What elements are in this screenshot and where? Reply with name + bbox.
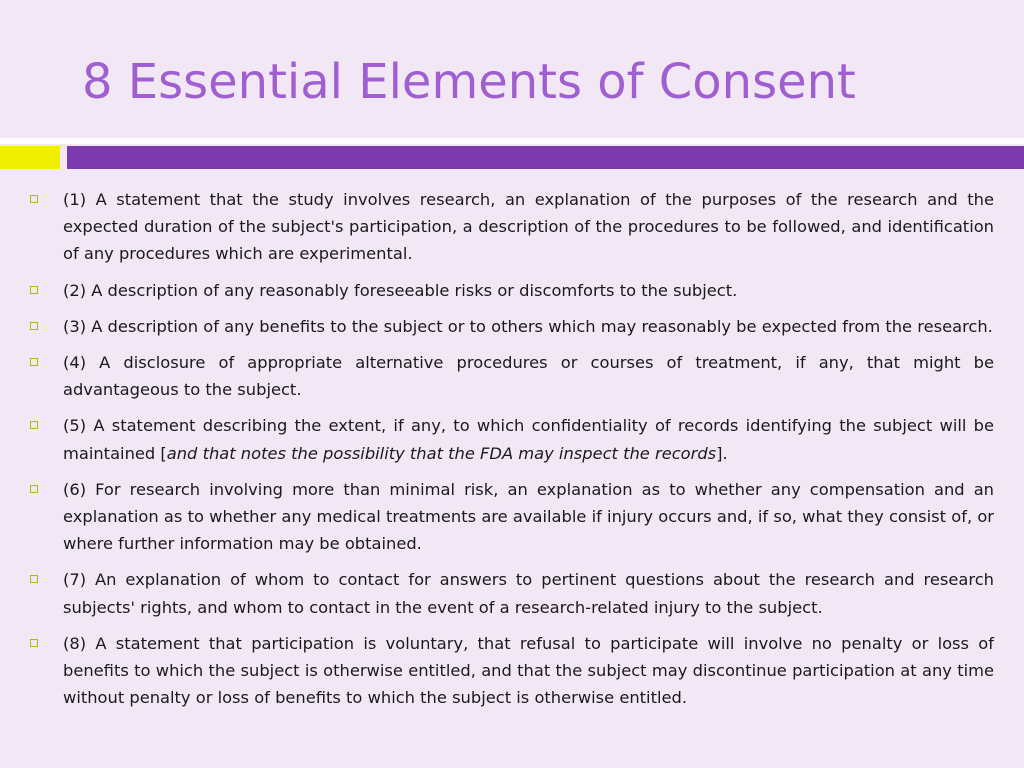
slide-title: 8 Essential Elements of Consent — [82, 54, 856, 110]
list-item-italic-text: and that notes the possibility that the FDA may inspect the records — [166, 443, 717, 463]
accent-bar-purple — [67, 146, 1024, 169]
hollow-square-bullet-icon — [30, 575, 38, 583]
list-item-8 — [24, 630, 994, 712]
hollow-square-bullet-icon — [30, 195, 38, 203]
list-item-text: (8) A statement that participation is voluntary, that refusal to participate will involve no penalty or loss of benefits to which the subject is otherwise entitled, and that the subject may discontinue participation at any time without penalty or loss of benefits to which the subject is otherwise entitled. — [63, 633, 994, 708]
hollow-square-bullet-icon — [30, 485, 38, 493]
accent-bar-yellow — [0, 146, 60, 169]
hollow-square-bullet-icon — [30, 358, 38, 366]
list-item-text: (6) For research involving more than minimal risk, an explanation as to whether any compensation and an explanation as to whether any medical treatments are available if injury occurs and, if so, what they consist of, or where further information may be obtained. — [63, 479, 994, 554]
list-item-1 — [24, 186, 994, 268]
hollow-square-bullet-icon — [30, 639, 38, 647]
list-item-text: (2) A description of any reasonably foreseeable risks or discomforts to the subject. — [63, 280, 738, 300]
list-item-3 — [24, 313, 994, 340]
list-item-text: (5) A statement describing the extent, if any, to which confidentiality of records identifying the subject will be maintained [ — [63, 416, 994, 463]
list-item-suffix-text: ]. — [716, 443, 728, 463]
list-item-4 — [24, 349, 994, 403]
hollow-square-bullet-icon — [30, 322, 38, 330]
title-divider-line — [0, 138, 1024, 144]
hollow-square-bullet-icon — [30, 286, 38, 294]
list-item-text: (3) A description of any benefits to the subject or to others which may reasonably be expected from the research. — [63, 316, 993, 336]
list-item-5 — [24, 412, 994, 466]
list-item-2 — [24, 277, 994, 304]
list-item-7 — [24, 566, 994, 620]
list-item-text: (4) A disclosure of appropriate alternative procedures or courses of treatment, if any, that might be advantageous to the subject. — [63, 353, 994, 400]
consent-elements-list — [24, 186, 994, 720]
hollow-square-bullet-icon — [30, 421, 38, 429]
list-item-text: (1) A statement that the study involves research, an explanation of the purposes of the research and the expected duration of the subject's participation, a description of the procedures to be followed, and identification of any procedures which are experimental. — [63, 190, 994, 264]
list-item-text: (7) An explanation of whom to contact for answers to pertinent questions about the research and research subjects' rights, and whom to contact in the event of a research-related injury to the subject. — [63, 570, 994, 617]
list-item-6 — [24, 476, 994, 558]
